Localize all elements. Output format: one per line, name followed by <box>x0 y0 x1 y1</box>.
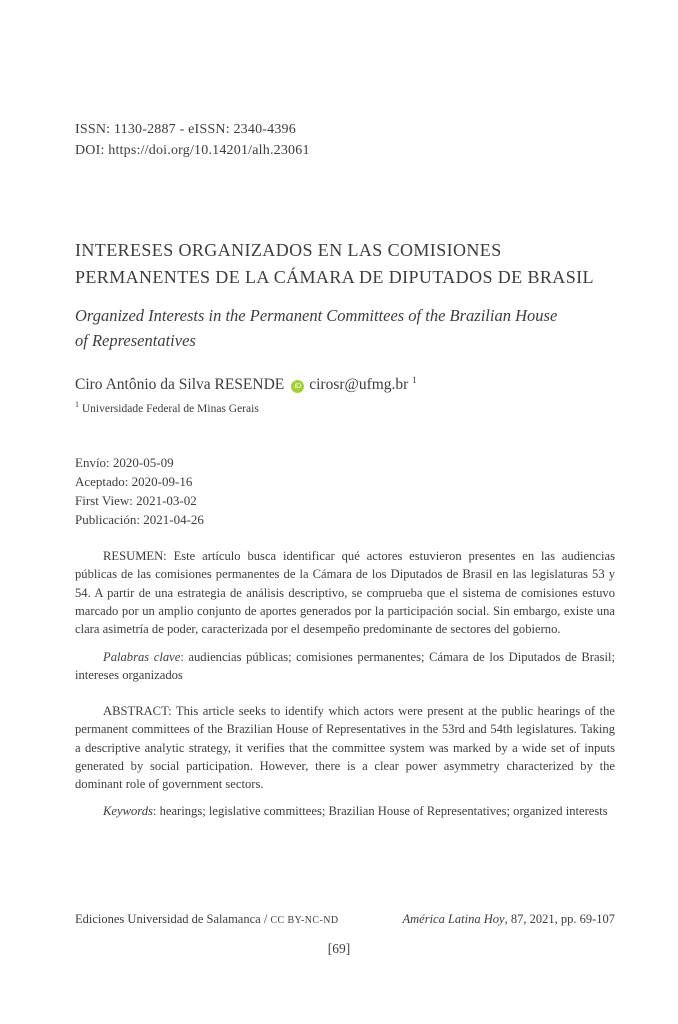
affiliation-text: Universidade Federal de Minas Gerais <box>81 403 259 416</box>
journal-issue-info: , 87, 2021, pp. 69-107 <box>504 912 615 926</box>
author-email[interactable]: cirosr@ufmg.br <box>309 376 409 394</box>
doi-link[interactable]: DOI: https://doi.org/10.14201/alh.23061 <box>75 143 310 158</box>
affiliation-line <box>75 402 615 417</box>
issn-line: ISSN: 1130-2887 - eISSN: 2340-4396 <box>75 122 296 137</box>
author-line <box>75 375 615 394</box>
keywords-label: Keywords <box>103 803 153 818</box>
affiliation-marker: 1 <box>75 400 79 410</box>
article-title-es <box>75 237 615 291</box>
journal-name: América Latina Hoy <box>402 912 505 926</box>
article-title-en <box>75 303 615 353</box>
palabras-clave-paragraph <box>75 648 615 685</box>
accepted-date-line: Aceptado: 2020-09-16 <box>75 474 193 490</box>
abstract-text: This article seeks to identify which actors were present at the public hearings of the permanent committees of the Brazilian House of Representatives in the 53rd and 54th legislatures. Taking a descriptive analytic strategy, it verifies that the committee system was marked by a wide set of inputs generated by social participation. However, there is a clear power asymmetry characterized by the dominant role of government sectors. <box>75 704 615 792</box>
article-title-es-line2: PERMANENTES DE LA CÁMARA DE DIPUTADOS DE BRASIL <box>75 267 594 287</box>
page-number: [69] <box>327 941 351 956</box>
orcid-icon[interactable]: iD <box>291 380 304 393</box>
issn-doi-block <box>75 119 615 161</box>
keywords-paragraph <box>75 802 615 820</box>
first-view-date-line: First View: 2021-03-02 <box>75 493 197 509</box>
abstract-label: ABSTRACT: <box>103 704 172 719</box>
article-title-en-line1: Organized Interests in the Permanent Committees of the Brazilian House <box>75 306 558 326</box>
license-badge: CC BY-NC-ND <box>270 915 339 926</box>
palabras-clave-label: Palabras clave <box>103 649 181 664</box>
author-name: Ciro Antônio da Silva RESENDE <box>75 376 285 394</box>
journal-citation <box>403 911 616 927</box>
publisher-name: Ediciones Universidad de Salamanca <box>75 912 261 926</box>
footer-separator: / <box>263 912 268 926</box>
resumen-label: RESUMEN: <box>103 549 167 564</box>
palabras-clave-text: : audiencias públicas; comisiones permanentes; Cámara de los Diputados de Brasil; intereses organizados <box>75 649 615 682</box>
resumen-paragraph <box>75 547 615 638</box>
resumen-text: Este artículo busca identificar qué actores estuvieron presentes en las audiencias públicas de las comisiones permanentes de la Cámara de los Diputados de Brasil en las legislaturas 53 y 54. A partir de una estrategia de análisis descriptivo, se comprueba que el sistema de comisiones estuvo marcado por un amplio conjunto de aportes generados por la participación social. Sin embargo, existe una clara asimetría de poder, caracterizada por el desempeño predominante de sectores del gobierno. <box>75 549 615 637</box>
publisher-credit <box>75 911 338 929</box>
author-footnote-marker: 1 <box>412 374 417 385</box>
publication-date-line: Publicación: 2021-04-26 <box>75 512 204 528</box>
article-title-en-line2: of Representatives <box>75 331 196 351</box>
article-title-es-line1: INTERESES ORGANIZADOS EN LAS COMISIONES <box>75 240 502 260</box>
submission-date-line: Envío: 2020-05-09 <box>75 455 174 471</box>
page-footer <box>75 911 615 929</box>
dates-block <box>75 453 615 529</box>
abstract-paragraph <box>75 702 615 793</box>
keywords-text: : hearings; legislative committees; Brazilian House of Representatives; organized interests <box>152 803 608 818</box>
